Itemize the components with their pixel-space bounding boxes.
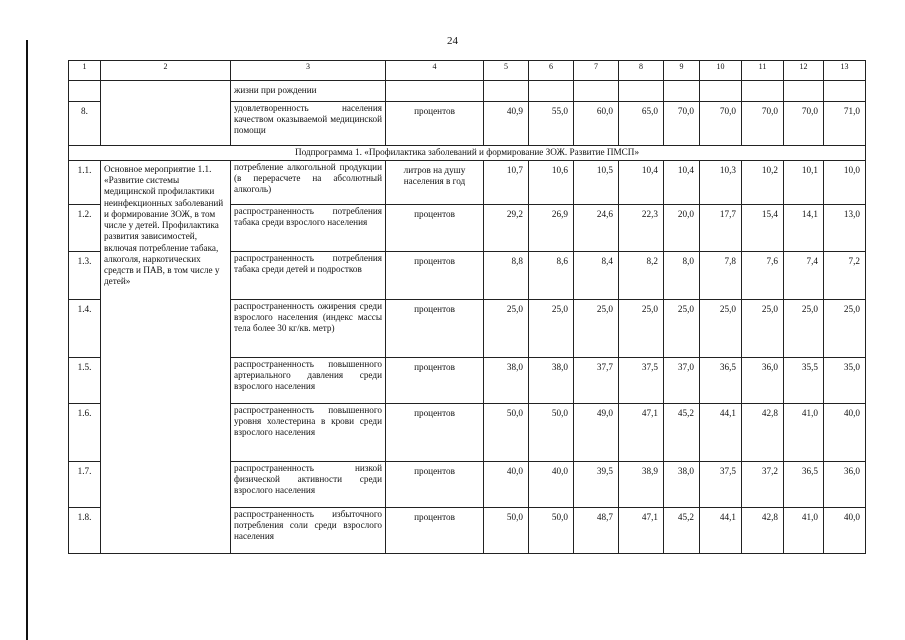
value-cell: 26,9 xyxy=(529,205,574,252)
column-number-row xyxy=(69,61,866,81)
value-cell: 25,0 xyxy=(619,300,664,358)
indicator-cell: распространенность повышенного артериального давления среди взрослого населения xyxy=(231,358,386,404)
indicator-cell: распространенность потребления табака среди взрослого населения xyxy=(231,205,386,252)
subprogram-row xyxy=(69,146,866,161)
column-header: 4 xyxy=(386,61,484,81)
value-cell: 15,4 xyxy=(742,205,784,252)
value-cell: 36,0 xyxy=(742,358,784,404)
value-cell: 10,4 xyxy=(619,161,664,205)
value-cell: 44,1 xyxy=(700,508,742,554)
value-cell: 10,1 xyxy=(784,161,824,205)
value-cell: 25,0 xyxy=(784,300,824,358)
value-cell: 37,0 xyxy=(664,358,700,404)
index-cell: 1.3. xyxy=(69,252,101,300)
value-cell: 7,8 xyxy=(700,252,742,300)
value-cell: 70,0 xyxy=(700,102,742,146)
unit-cell: процентов xyxy=(386,508,484,554)
value-cell: 36,0 xyxy=(824,462,866,508)
unit-cell: процентов xyxy=(386,358,484,404)
value-cell: 42,8 xyxy=(742,404,784,462)
value-cell: 40,0 xyxy=(824,404,866,462)
value-cell: 10,4 xyxy=(664,161,700,205)
indicator-cell: жизни при рождении xyxy=(231,81,386,102)
value-cell: 50,0 xyxy=(484,404,529,462)
value-cell: 22,3 xyxy=(619,205,664,252)
value-cell: 35,5 xyxy=(784,358,824,404)
value-cell: 45,2 xyxy=(664,404,700,462)
value-cell: 49,0 xyxy=(574,404,619,462)
value-cell: 70,0 xyxy=(742,102,784,146)
value-cell: 38,0 xyxy=(529,358,574,404)
value-cell: 70,0 xyxy=(664,102,700,146)
unit-cell: процентов xyxy=(386,462,484,508)
index-cell: 1.2. xyxy=(69,205,101,252)
value-cell: 71,0 xyxy=(824,102,866,146)
indicator-cell: потребление алкогольной продукции (в перерасчете на абсолютный алкоголь) xyxy=(231,161,386,205)
value-cell: 10,7 xyxy=(484,161,529,205)
value-cell: 40,0 xyxy=(484,462,529,508)
index-cell: 1.8. xyxy=(69,508,101,554)
index-cell: 1.4. xyxy=(69,300,101,358)
value-cell: 24,6 xyxy=(574,205,619,252)
value-cell: 20,0 xyxy=(664,205,700,252)
value-cell: 10,5 xyxy=(574,161,619,205)
value-cell: 42,8 xyxy=(742,508,784,554)
value-cell: 25,0 xyxy=(529,300,574,358)
index-cell: 1.6. xyxy=(69,404,101,462)
value-cell: 38,0 xyxy=(664,462,700,508)
table-row xyxy=(69,81,866,102)
value-cell: 39,5 xyxy=(574,462,619,508)
value-cell: 70,0 xyxy=(784,102,824,146)
value-cell: 7,2 xyxy=(824,252,866,300)
table-row xyxy=(69,161,866,205)
activity-cell: Основное мероприятие 1.1. «Развитие системы медицинской профилактики неинфекционных заболеваний и формирование ЗОЖ, в том числе у детей. Профилактика развития зависимостей, включая потребление табака, алкоголя, наркотических средств и ПАВ, в том числе у детей» xyxy=(101,161,231,554)
column-header: 6 xyxy=(529,61,574,81)
index-cell: 1.5. xyxy=(69,358,101,404)
column-header: 12 xyxy=(784,61,824,81)
value-cell: 8,2 xyxy=(619,252,664,300)
unit-cell: литров на душу населения в год xyxy=(386,161,484,205)
value-cell: 45,2 xyxy=(664,508,700,554)
value-cell: 7,4 xyxy=(784,252,824,300)
value-cell: 38,0 xyxy=(484,358,529,404)
value-cell: 41,0 xyxy=(784,404,824,462)
column-header: 7 xyxy=(574,61,619,81)
value-cell: 25,0 xyxy=(742,300,784,358)
value-cell: 10,2 xyxy=(742,161,784,205)
column-header: 11 xyxy=(742,61,784,81)
indicator-cell: распространенность ожирения среди взрослого населения (индекс массы тела более 30 кг/кв. метр) xyxy=(231,300,386,358)
value-cell: 44,1 xyxy=(700,404,742,462)
subprogram-title: Подпрограмма 1. «Профилактика заболеваний и формирование ЗОЖ. Развитие ПМСП» xyxy=(69,146,866,161)
indicator-cell: распространенность потребления табака среди детей и подростков xyxy=(231,252,386,300)
value-cell: 25,0 xyxy=(664,300,700,358)
value-cell: 48,7 xyxy=(574,508,619,554)
value-cell: 37,7 xyxy=(574,358,619,404)
unit-cell: процентов xyxy=(386,300,484,358)
column-header: 9 xyxy=(664,61,700,81)
value-cell: 25,0 xyxy=(824,300,866,358)
value-cell: 8,0 xyxy=(664,252,700,300)
value-cell: 8,6 xyxy=(529,252,574,300)
value-cell: 25,0 xyxy=(484,300,529,358)
column-header: 3 xyxy=(231,61,386,81)
value-cell: 47,1 xyxy=(619,404,664,462)
indicators-table xyxy=(68,60,866,554)
value-cell: 25,0 xyxy=(574,300,619,358)
value-cell: 17,7 xyxy=(700,205,742,252)
column-header: 2 xyxy=(101,61,231,81)
page-number: 24 xyxy=(447,35,458,47)
value-cell: 40,0 xyxy=(824,508,866,554)
column-header: 8 xyxy=(619,61,664,81)
value-cell: 38,9 xyxy=(619,462,664,508)
scan-left-edge xyxy=(26,40,28,640)
value-cell: 37,5 xyxy=(700,462,742,508)
value-cell: 8,4 xyxy=(574,252,619,300)
value-cell: 35,0 xyxy=(824,358,866,404)
value-cell: 41,0 xyxy=(784,508,824,554)
activity-cell-empty xyxy=(101,81,231,146)
index-cell: 1.7. xyxy=(69,462,101,508)
value-cell: 25,0 xyxy=(700,300,742,358)
value-cell: 14,1 xyxy=(784,205,824,252)
index-cell: 1.1. xyxy=(69,161,101,205)
value-cell: 40,0 xyxy=(529,462,574,508)
value-cell: 65,0 xyxy=(619,102,664,146)
value-cell: 37,2 xyxy=(742,462,784,508)
value-cell: 40,9 xyxy=(484,102,529,146)
unit-cell: процентов xyxy=(386,404,484,462)
value-cell: 37,5 xyxy=(619,358,664,404)
value-cell: 47,1 xyxy=(619,508,664,554)
unit-cell: процентов xyxy=(386,252,484,300)
index-cell xyxy=(69,81,101,102)
value-cell: 55,0 xyxy=(529,102,574,146)
indicator-cell: распространенность низкой физической активности среди взрослого населения xyxy=(231,462,386,508)
value-cell: 10,3 xyxy=(700,161,742,205)
value-cell: 50,0 xyxy=(484,508,529,554)
indicator-cell: удовлетворенность населения качеством оказываемой медицинской помощи xyxy=(231,102,386,146)
column-header: 1 xyxy=(69,61,101,81)
column-header: 10 xyxy=(700,61,742,81)
value-cell: 29,2 xyxy=(484,205,529,252)
value-cell: 60,0 xyxy=(574,102,619,146)
value-cell: 10,0 xyxy=(824,161,866,205)
value-cell: 36,5 xyxy=(700,358,742,404)
column-header: 13 xyxy=(824,61,866,81)
unit-cell: процентов xyxy=(386,102,484,146)
indicator-cell: распространенность избыточного потребления соли среди взрослого населения xyxy=(231,508,386,554)
unit-cell: процентов xyxy=(386,205,484,252)
indicator-cell: распространенность повышенного уровня холестерина в крови среди взрослого населения xyxy=(231,404,386,462)
value-cell: 13,0 xyxy=(824,205,866,252)
value-cell: 7,6 xyxy=(742,252,784,300)
value-cell: 50,0 xyxy=(529,508,574,554)
value-cell: 8,8 xyxy=(484,252,529,300)
value-cell: 50,0 xyxy=(529,404,574,462)
index-cell: 8. xyxy=(69,102,101,146)
value-cell: 36,5 xyxy=(784,462,824,508)
column-header: 5 xyxy=(484,61,529,81)
value-cell: 10,6 xyxy=(529,161,574,205)
